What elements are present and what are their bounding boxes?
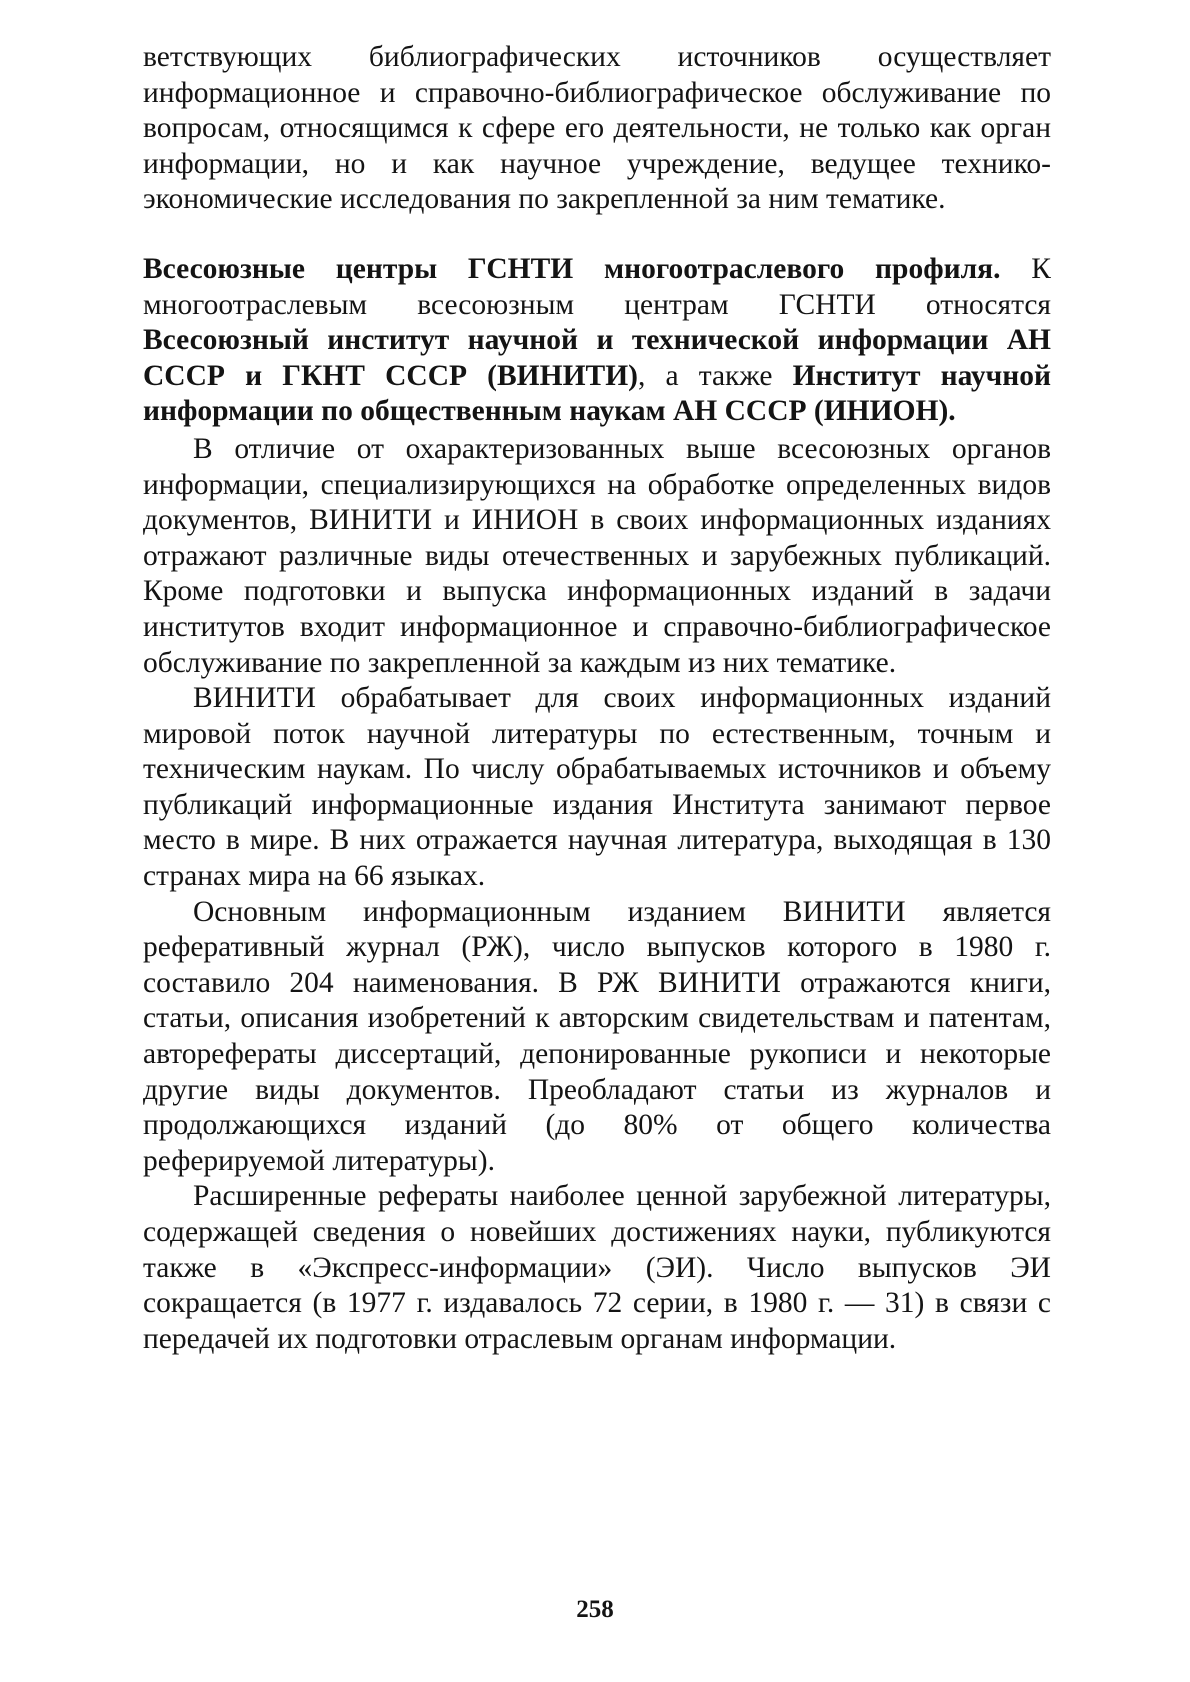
body-paragraph: Расширенные рефераты наиболее ценной зарубежной литературы, содержащей сведения о новейших достижениях науки, публикуются также в «Экспресс-информации» (ЭИ). Число выпусков ЭИ сокращается (в 1977 г. издавалось 72 серии, в 1980 г. — 31) в связи с передачей их подготовки отраслевым органам информации. [143,1180,1051,1355]
viniti-name: Всесоюзный институт научной и технической информации АН СССР и ГКНТ СССР (ВИНИТИ) [143,324,1051,392]
body-paragraph: ВИНИТИ обрабатывает для своих информационных изданий мировой поток научной литературы по естественным, точным и техническим наукам. По числу обрабатываемых источников и объему публикаций информационные издания Института занимают первое место в мире. В них отражается научная литература, выходящая в 130 странах мира на 66 языках. [143,682,1051,893]
continuation-paragraph: ветствующих библиографических источников осуществляет информационное и справочно-библиографическое обслуживание по вопросам, относящимся к сфере его деятельности, не только как орган информации, но и как научное учреждение, ведущее технико-экономические исследования по закрепленной за ним тематике. [143,41,1051,216]
section-paragraph [143,252,1051,430]
section-mid-text: , а также [637,359,793,392]
section-intro-text: К многоотраслевым всесоюзным центрам ГСНТИ относятся [143,252,1051,321]
body-paragraph: Основным информационным изданием ВИНИТИ является реферативный журнал (РЖ), число выпусков которого в 1980 г. составило 204 наименования. В РЖ ВИНИТИ отражаются книги, статьи, описания изобретений к авторским свидетельствам и патентам, авторефераты диссертаций, депонированные рукописи и некоторые другие виды документов. Преобладают статьи из журналов и продолжающихся изданий (до 80% от общего количества реферируемой литературы). [143,895,1051,1177]
section-heading: Всесоюзные центры ГСНТИ многоотраслевого профиля. [143,252,1001,285]
inion-name: Институт научной информации по общественным наукам АН СССР (ИНИОН). [143,359,1051,428]
page-body [143,40,1051,1357]
body-paragraph: В отличие от охарактеризованных выше всесоюзных органов информации, специализирующихся на обработке определенных видов документов, ВИНИТИ и ИНИОН в своих информационных изданиях отражают различные виды отечественных и зарубежных публикаций. Кроме подготовки и выпуска информационных изданий в задачи институтов входит информационное и справочно-библиографическое обслуживание по закрепленной за каждым из них тематике. [143,432,1051,679]
page-number: 258 [576,1596,614,1623]
